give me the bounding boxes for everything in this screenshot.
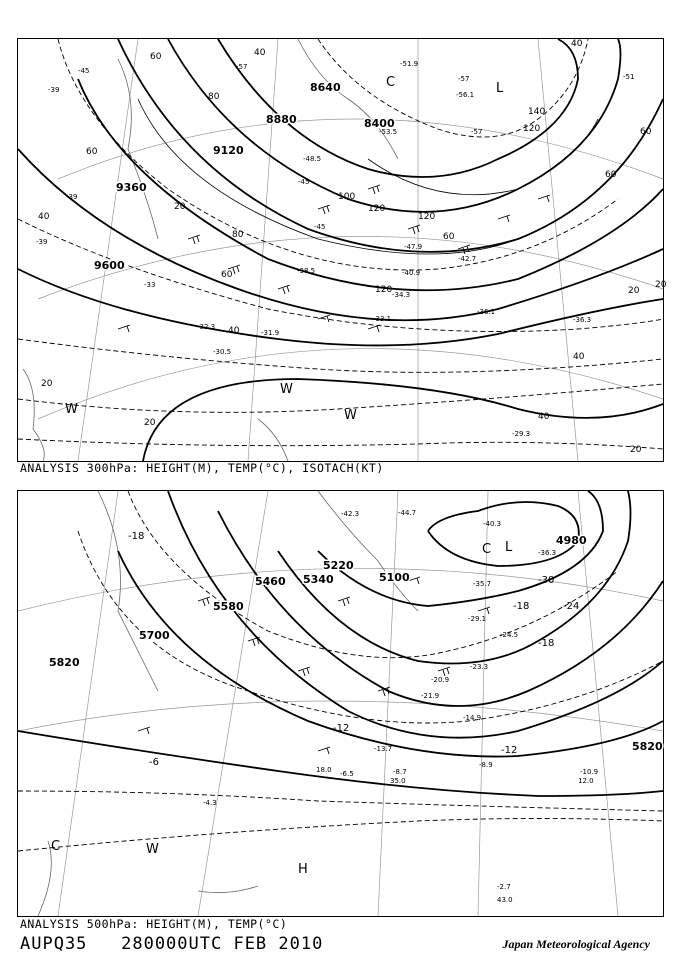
isotherm-label: -24 xyxy=(563,601,580,612)
isotach-label: 80 xyxy=(232,230,244,240)
isotherm-label: -6 xyxy=(149,757,159,768)
isotach-label: 120 xyxy=(375,285,393,295)
temp-label: -36.1 xyxy=(477,308,496,316)
height-label: 5820 xyxy=(49,656,80,669)
chart-500hpa xyxy=(17,490,664,917)
obs-label: -13.7 xyxy=(374,745,393,753)
obs-label: -20.9 xyxy=(431,676,450,684)
height-label: 9360 xyxy=(116,181,147,194)
chart-300hpa xyxy=(17,38,667,462)
height-label: 8640 xyxy=(310,81,341,94)
temp-label: -33.1 xyxy=(373,315,392,323)
obs-label: -8.9 xyxy=(479,761,493,769)
height-label: 5700 xyxy=(139,629,170,642)
isotherm-label: -12 xyxy=(333,723,350,734)
height-label: 5460 xyxy=(255,575,286,588)
temp-label: -31.9 xyxy=(261,329,280,337)
height-label: 9120 xyxy=(213,144,244,157)
warm-center-symbol: W xyxy=(344,408,357,423)
height-label: 9600 xyxy=(94,259,125,272)
obs-label: 18.0 xyxy=(316,766,332,774)
isotherm-label: -18 xyxy=(513,601,530,612)
temp-label: -33 xyxy=(144,281,156,289)
temp-label: -57 xyxy=(471,128,483,136)
high-pressure-symbol: H xyxy=(298,862,308,877)
height-label: 5100 xyxy=(379,571,410,584)
low-pressure-symbol: L xyxy=(505,540,513,555)
temp-label: -34.3 xyxy=(392,291,411,299)
temp-label: -57 xyxy=(236,63,248,71)
isotach-label: 40 xyxy=(573,352,585,362)
cold-center-symbol: C xyxy=(51,839,61,854)
temp-label: -39 xyxy=(48,86,60,94)
caption-500hpa: ANALYSIS 500hPa: HEIGHT(M), TEMP(°C) xyxy=(20,917,288,931)
isotach-label: 40 xyxy=(571,39,583,49)
temp-label: -38.5 xyxy=(297,267,316,275)
temp-label: -51 xyxy=(623,73,635,81)
isotach-label: 100 xyxy=(338,192,356,202)
obs-label: -8.7 xyxy=(393,768,407,776)
obs-label: -21.9 xyxy=(421,692,440,700)
temp-label: -36.3 xyxy=(573,316,592,324)
bulletin-code: AUPQ35 280000UTC FEB 2010 xyxy=(20,934,324,954)
isotherm-label: -18 xyxy=(538,638,555,649)
isotach-label: 20 xyxy=(174,202,186,212)
obs-label: -23.3 xyxy=(470,663,489,671)
obs-label: -29.1 xyxy=(468,615,487,623)
obs-label: -24.5 xyxy=(500,631,519,639)
isotach-label: 40 xyxy=(228,326,240,336)
isotherm-label: -30 xyxy=(538,575,555,586)
obs-label: -6.5 xyxy=(340,770,354,778)
cold-center-symbol: C xyxy=(482,542,492,557)
obs-label: -42.3 xyxy=(341,510,360,518)
isotach-label: 80 xyxy=(208,92,220,102)
temp-label: -40.9 xyxy=(402,269,421,277)
temp-label: -56.1 xyxy=(456,91,475,99)
height-label: 8400 xyxy=(364,117,395,130)
obs-label: -4.3 xyxy=(203,799,217,807)
temp-label: -32.3 xyxy=(197,323,216,331)
isotherm-label: -18 xyxy=(128,531,145,542)
isotach-label: 40 xyxy=(538,412,550,422)
temp-label: -48.5 xyxy=(303,155,322,163)
temp-label: -39 xyxy=(36,238,48,246)
temp-label: -57 xyxy=(458,75,470,83)
isotach-label: 60 xyxy=(86,147,98,157)
isotach-label: 20 xyxy=(630,445,642,455)
height-contours xyxy=(18,39,663,461)
obs-label: 12.0 xyxy=(578,777,594,785)
agency-name: Japan Meteorological Agency xyxy=(502,937,650,951)
warm-center-symbol: W xyxy=(65,402,78,417)
temp-label: -45 xyxy=(314,223,326,231)
isotach-label: 60 xyxy=(221,270,233,280)
isotherm-label: -12 xyxy=(501,745,518,756)
map-500hpa xyxy=(18,491,663,916)
temp-label: -53.5 xyxy=(379,128,398,136)
temp-label: -51.9 xyxy=(400,60,419,68)
isotach-label: 20 xyxy=(655,280,667,290)
graticule xyxy=(18,491,663,916)
temp-label: -42.7 xyxy=(458,255,477,263)
obs-label: -14.9 xyxy=(463,714,482,722)
isotach-label: 60 xyxy=(605,170,617,180)
temp-label: -45 xyxy=(298,178,310,186)
temp-label: -45 xyxy=(78,67,90,75)
temp-label: -30.5 xyxy=(213,348,232,356)
isotach-label: 120 xyxy=(418,212,436,222)
isotach-label: 120 xyxy=(368,204,386,214)
obs-label: -10.9 xyxy=(580,768,599,776)
isotach-label: 20 xyxy=(628,286,640,296)
height-label: 5220 xyxy=(323,559,354,572)
isotach-label: 40 xyxy=(254,48,266,58)
temp-label: -39 xyxy=(66,193,78,201)
isotach-label: 20 xyxy=(144,418,156,428)
obs-label: -35.7 xyxy=(473,580,492,588)
height-label: 5340 xyxy=(303,573,334,586)
caption-300hpa: ANALYSIS 300hPa: HEIGHT(M), TEMP(°C), ISOTACH(KT) xyxy=(20,461,384,475)
height-label: 5580 xyxy=(213,600,244,613)
obs-label: 35.0 xyxy=(390,777,406,785)
height-label: 8880 xyxy=(266,113,297,126)
height-label: 5820 xyxy=(632,740,663,753)
temp-label: -47.9 xyxy=(404,243,423,251)
obs-label: -40.3 xyxy=(483,520,502,528)
isotach-label: 20 xyxy=(41,379,53,389)
isotach-label: 40 xyxy=(38,212,50,222)
obs-label: -44.7 xyxy=(398,509,417,517)
obs-label: 43.0 xyxy=(497,896,513,904)
obs-label: -2.7 xyxy=(497,883,511,891)
height-label: 4980 xyxy=(556,534,587,547)
isotach-label: 60 xyxy=(443,232,455,242)
isotach-label: 60 xyxy=(640,127,652,137)
isotach-label: 60 xyxy=(150,52,162,62)
coastlines xyxy=(38,491,418,916)
warm-center-symbol: W xyxy=(280,382,293,397)
isotach-label: 140 xyxy=(528,107,546,117)
wind-barbs xyxy=(138,577,490,754)
isotach-label: 120 xyxy=(523,124,541,134)
map-300hpa xyxy=(18,39,667,461)
temp-label: -29.3 xyxy=(512,430,531,438)
low-pressure-symbol: L xyxy=(496,81,504,96)
obs-label: -36.3 xyxy=(538,549,557,557)
cold-center-symbol: C xyxy=(386,75,396,90)
warm-center-symbol: W xyxy=(146,842,159,857)
